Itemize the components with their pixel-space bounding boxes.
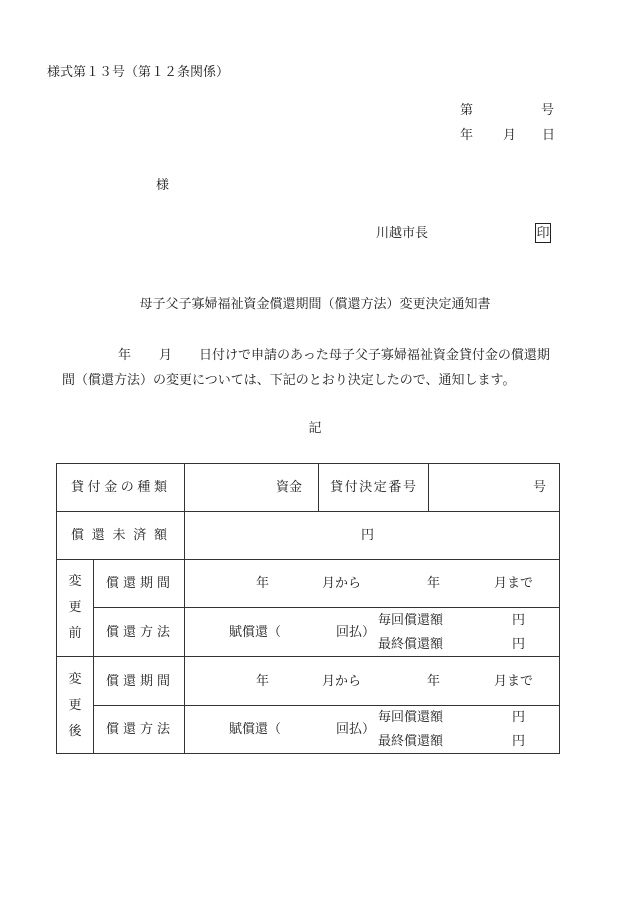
period-label: 償還期間 bbox=[106, 673, 170, 688]
installment-prefix: 賦償還（ bbox=[229, 721, 282, 736]
body-line-1: 日付けで申請のあった母子父子寡婦福祉資金貸付金の償還期 bbox=[199, 347, 550, 362]
body-line-2: 間（償還方法）の変更については、下記のとおり決定したので、通知します。 bbox=[62, 372, 516, 387]
period-start-year: 年 bbox=[256, 673, 270, 688]
period-end-month: 月まで bbox=[494, 575, 534, 590]
period-label: 償還期間 bbox=[106, 575, 170, 590]
installment-prefix: 賦償還（ bbox=[229, 624, 282, 639]
table-rule bbox=[428, 463, 429, 511]
final-amount-label: 最終償還額 bbox=[378, 733, 444, 748]
each-amount-label: 毎回償還額 bbox=[378, 709, 444, 724]
date-day: 日 bbox=[542, 127, 556, 142]
table-rule bbox=[318, 463, 319, 511]
decision-number-suffix: 号 bbox=[533, 479, 547, 494]
period-end-month: 月まで bbox=[494, 673, 534, 688]
final-amount-label: 最終償還額 bbox=[378, 636, 444, 651]
period-end-year: 年 bbox=[427, 575, 441, 590]
table-rule bbox=[56, 559, 560, 560]
body-month: 月 bbox=[159, 347, 173, 362]
each-amount-suffix: 円 bbox=[512, 612, 526, 627]
period-end-year: 年 bbox=[427, 673, 441, 688]
method-label: 償還方法 bbox=[106, 624, 170, 639]
table-rule bbox=[93, 705, 560, 706]
doc-number-prefix: 第 bbox=[460, 102, 474, 117]
issuer-name: 川越市長 bbox=[376, 225, 429, 240]
addressee-honorific: 様 bbox=[156, 177, 170, 192]
form-number: 様式第１３号（第１２条関係） bbox=[47, 64, 230, 79]
table-frame bbox=[56, 463, 560, 754]
note-heading: 記 bbox=[308, 420, 322, 435]
loan-type-label: 貸付金の種類 bbox=[71, 479, 167, 494]
section-label-after: 変更後 bbox=[68, 671, 82, 738]
table-rule bbox=[93, 607, 560, 608]
decision-number-label: 貸付決定番号 bbox=[330, 479, 416, 494]
body-year: 年 bbox=[118, 347, 132, 362]
installment-suffix: 回払） bbox=[336, 721, 376, 736]
outstanding-suffix: 円 bbox=[361, 527, 375, 542]
doc-number-suffix: 号 bbox=[541, 102, 555, 117]
outstanding-label: 償還未済額 bbox=[71, 527, 167, 542]
period-start-month: 月から bbox=[322, 575, 362, 590]
final-amount-suffix: 円 bbox=[512, 733, 526, 748]
installment-suffix: 回払） bbox=[336, 624, 376, 639]
table-rule bbox=[184, 463, 185, 754]
date-month: 月 bbox=[503, 127, 517, 142]
loan-type-suffix: 資金 bbox=[276, 479, 303, 494]
section-label-before: 変更前 bbox=[68, 573, 82, 640]
final-amount-suffix: 円 bbox=[512, 636, 526, 651]
table-rule bbox=[93, 559, 94, 754]
each-amount-suffix: 円 bbox=[512, 709, 526, 724]
date-year: 年 bbox=[460, 127, 474, 142]
document-title: 母子父子寡婦福祉資金償還期間（償還方法）変更決定通知書 bbox=[139, 296, 491, 311]
table-rule bbox=[56, 656, 560, 657]
method-label: 償還方法 bbox=[106, 721, 170, 736]
each-amount-label: 毎回償還額 bbox=[378, 612, 444, 627]
period-start-year: 年 bbox=[256, 575, 270, 590]
table-rule bbox=[56, 511, 560, 512]
period-start-month: 月から bbox=[322, 673, 362, 688]
seal-mark: 印 bbox=[535, 223, 551, 243]
